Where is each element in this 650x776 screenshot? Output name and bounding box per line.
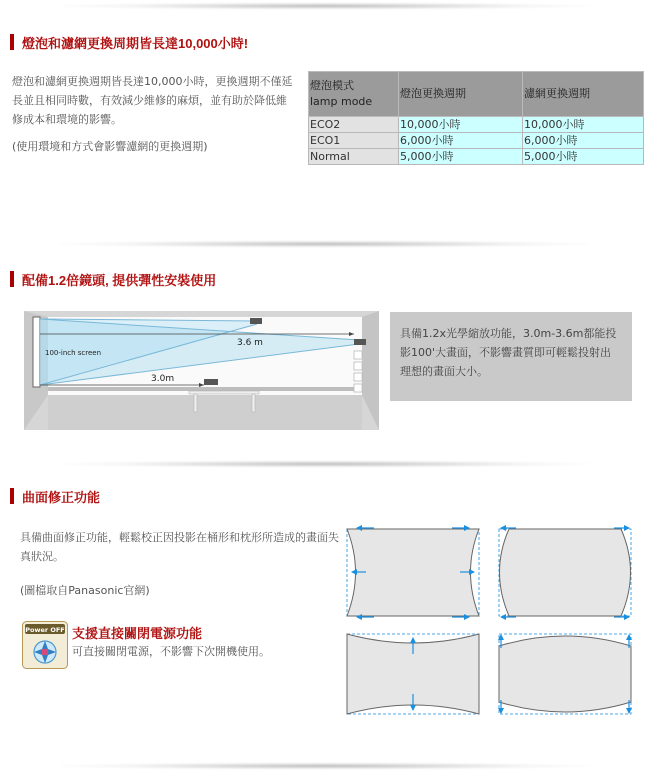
header-mode-english: lamp mode — [310, 95, 373, 108]
table-row — [309, 149, 644, 165]
projector-far — [354, 339, 366, 345]
section-title: 燈泡和濾網更換周期皆長達10,000小時! — [22, 35, 249, 51]
table-row — [309, 117, 644, 133]
screen-shape — [33, 317, 40, 387]
divider-1 — [60, 240, 590, 248]
cell-filter: 6,000小時 — [523, 133, 644, 149]
cell-filter: 10,000小時 — [523, 117, 644, 133]
far-distance-label: 3.6 m — [237, 338, 263, 348]
keystone-correction-diagrams — [344, 522, 640, 718]
heading-marker — [10, 488, 14, 504]
section-heading-lamp — [10, 33, 248, 51]
section-title: 配備1.2倍鏡頭, 提供彈性安裝使用 — [22, 272, 217, 288]
image-source-note: (圖檔取自Panasonic官網) — [20, 584, 150, 597]
near-distance-label: 3.0m — [151, 374, 175, 384]
lamp-description: 燈泡和濾網更換週期皆長達10,000小時，更換週期不僅延長並且相同時數，有效減少維修的麻煩，並有助於降低維修成本和環境的影響。 — [12, 75, 293, 126]
header-lamp-cycle: 燈泡更換週期 — [399, 72, 523, 117]
divider-2 — [60, 460, 590, 468]
cell-filter: 5,000小時 — [523, 149, 644, 165]
power-feature-title: 支援直接關閉電源功能 — [72, 626, 203, 641]
pincushion-horizontal-shape — [347, 528, 479, 617]
heading-marker — [10, 271, 14, 287]
section-heading-lens — [10, 270, 216, 288]
barrel-horizontal-shape — [499, 528, 631, 617]
cell-mode: Normal — [309, 149, 399, 165]
projector-near — [204, 379, 218, 385]
divider-top — [60, 2, 590, 10]
divider-bottom — [60, 762, 590, 770]
heading-marker — [10, 34, 14, 50]
table-row — [309, 133, 644, 149]
zoom-callout — [390, 312, 632, 401]
lamp-cycle-table — [308, 71, 644, 165]
cell-lamp: 5,000小時 — [399, 149, 523, 165]
power-off-icon — [22, 621, 68, 669]
screen-size-label: 100-inch screen — [45, 349, 102, 357]
cell-lamp: 6,000小時 — [399, 133, 523, 149]
lamp-note: (使用環境和方式會影響濾網的更換週期) — [12, 140, 208, 153]
power-feature-description: 可直接關閉電源，不影響下次開機使用。 — [72, 645, 270, 658]
table-header-row — [309, 72, 644, 117]
cell-mode: ECO2 — [309, 117, 399, 133]
pincushion-vertical-shape — [347, 634, 479, 714]
header-lamp-mode — [309, 72, 399, 117]
barrel-vertical-shape — [499, 634, 631, 714]
header-filter-cycle: 濾網更換週期 — [523, 72, 644, 117]
header-mode-label: 燈泡模式 — [310, 79, 354, 92]
zoom-callout-text: 具備1.2x光學縮放功能，3.0m-3.6m都能投影100'大畫面，不影響畫質即可輕鬆投射出理想的畫面大小。 — [400, 327, 617, 378]
cell-lamp: 10,000小時 — [399, 117, 523, 133]
projector-ceiling — [250, 318, 262, 324]
section-heading-curve — [10, 487, 100, 505]
power-off-icon-label: Power OFF — [25, 626, 65, 634]
section-title: 曲面修正功能 — [22, 489, 101, 505]
projection-room-diagram — [24, 311, 379, 430]
curve-description: 具備曲面修正功能，輕鬆校正因投影在桶形和枕形所造成的畫面失真狀況。 — [20, 531, 339, 563]
cell-mode: ECO1 — [309, 133, 399, 149]
